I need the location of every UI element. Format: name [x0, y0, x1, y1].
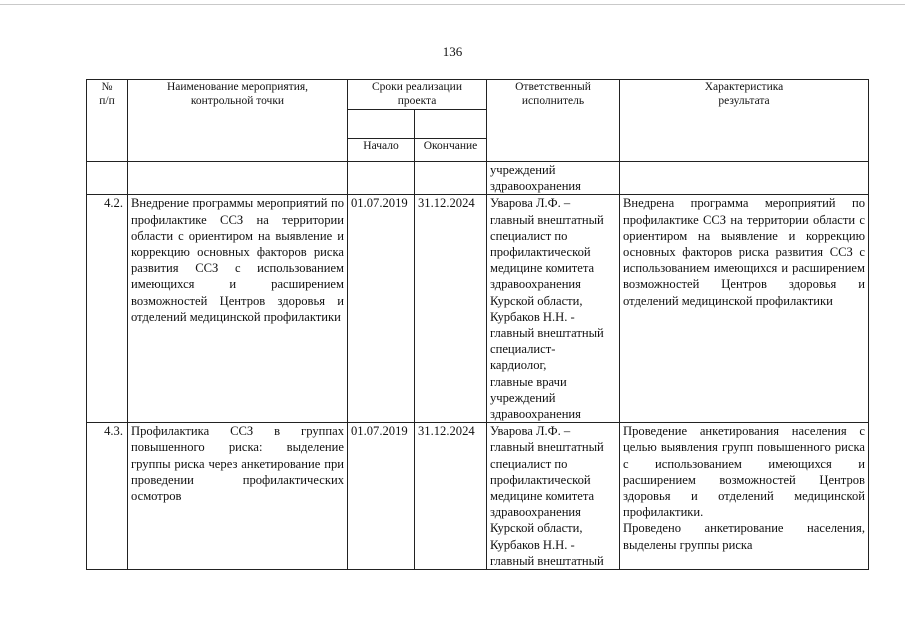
row-start-date: 01.07.2019: [348, 423, 415, 570]
row-activity-name: Профилактика ССЗ в группах повышенного риска: выделение группы риска через анкетирование при проведении профилактических осмотров: [128, 423, 348, 570]
header-period-spacer-start: [348, 110, 415, 139]
page-number: 136: [442, 44, 463, 59]
row-end-date: [415, 162, 487, 195]
row-result: Проведение анкетирования населения с целью выявления групп повышенного риска с использованием имеющихся и расширением возможностей Центров здоровья и отделений медицинской профилактики. Проведено анкетирование населения, выделены группы риска: [620, 423, 869, 570]
row-start-date: [348, 162, 415, 195]
row-start-date: 01.07.2019: [348, 195, 415, 423]
row-num: 4.3.: [87, 423, 128, 570]
table-row-4-2: [87, 195, 869, 423]
header-period: Сроки реализации проекта: [348, 80, 487, 110]
row-num: [87, 162, 128, 195]
row-responsible: Уварова Л.Ф. – главный внештатный специалист по профилактической медицине комитета здравоохранения Курской области, Курбаков Н.Н. - главный внештатный специалист- кардиолог, главные врачи учреждений здравоохранения: [487, 195, 620, 423]
activities-table: [86, 79, 869, 570]
row-activity-name: [128, 162, 348, 195]
row-activity-name: Внедрение программы мероприятий по профилактике ССЗ на территории области с ориентиром на выявление и коррекцию основных факторов риска развития ССЗ с использованием имеющихся и расширением возможностей Центров здоровья и отделений медицинской профилактики: [128, 195, 348, 423]
row-end-date: 31.12.2024: [415, 195, 487, 423]
top-border-line: [0, 4, 905, 5]
row-end-date: 31.12.2024: [415, 423, 487, 570]
row-num: 4.2.: [87, 195, 128, 423]
row-result: [620, 162, 869, 195]
header-activity-name: Наименование мероприятия, контрольной точки: [128, 80, 348, 162]
header-start: Начало: [348, 139, 415, 162]
table-row-continuation: [87, 162, 869, 195]
header-result: Характеристика результата: [620, 80, 869, 162]
row-responsible: учреждений здравоохранения: [487, 162, 620, 195]
header-period-spacer-end: [415, 110, 487, 139]
row-responsible: Уварова Л.Ф. – главный внештатный специалист по профилактической медицине комитета здравоохранения Курской области, Курбаков Н.Н. - главный внештатный: [487, 423, 620, 570]
row-result: Внедрена программа мероприятий по профилактике ССЗ на территории области с ориентиром на выявление и коррекцию основных факторов риска развития ССЗ с использованием имеющихся и расширением возможностей Центров здоровья и отделений медицинской профилактики: [620, 195, 869, 423]
header-responsible: Ответственный исполнитель: [487, 80, 620, 162]
table-row-4-3: [87, 423, 869, 570]
header-end: Окончание: [415, 139, 487, 162]
header-num: № п/п: [87, 80, 128, 162]
